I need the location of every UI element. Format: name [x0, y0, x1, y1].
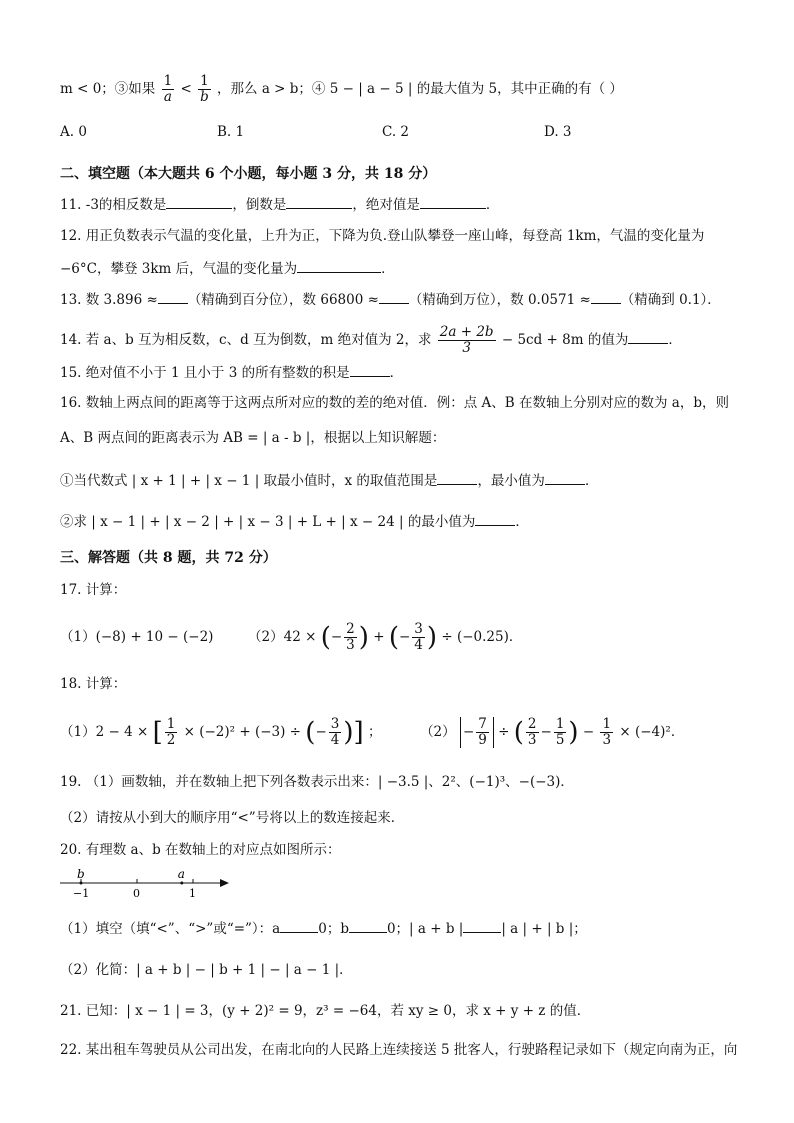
q10-frac-1a: $\frac{1}{a}$ — [163, 73, 173, 105]
q10-text-1: m < 0；③如果 — [60, 81, 156, 97]
q17-line: （1）(−8) + 10 − (−2) （2）42 × (− $\frac{2}{3}$ ) + (− $\frac{3}{4}$ ) ÷ (−0.25)． — [60, 621, 523, 653]
q16-blank-3[interactable] — [475, 511, 515, 526]
q10-option-b[interactable]: B. 1 — [217, 124, 245, 140]
tick-label-1: 1 — [189, 887, 196, 900]
q14-text-c: ． — [668, 332, 682, 348]
q10-option-d[interactable]: D. 3 — [544, 124, 572, 140]
number-line-arrow-icon — [220, 879, 229, 887]
q17-part-2c: ÷ (−0.25)． — [441, 629, 523, 645]
q14-line — [60, 325, 682, 356]
q13-blank-3[interactable] — [591, 289, 621, 304]
q17-frac-1: $\frac{2}{3}$ — [346, 621, 355, 653]
q14-blank[interactable] — [628, 329, 668, 344]
q13-text-b: （精确到百分位），数 66800 ≈ — [187, 292, 379, 308]
q20-text-a: （1）填空（填“<”、“>”或“=”）：a — [60, 921, 281, 937]
q10-option-c[interactable]: C. 2 — [382, 124, 410, 140]
q18-part-2a: （2） — [420, 724, 456, 740]
q10-text-2: ，那么 a > b；④ 5 − | a − 5 | 的最大值为 5，其中正确的有（ ） — [217, 81, 623, 97]
q13-blank-2[interactable] — [379, 289, 409, 304]
tick-label-minus-1: −1 — [73, 887, 90, 900]
q15-text-a: 15. 绝对值不小于 1 且小于 3 的所有整数的积是 — [60, 365, 350, 381]
q18-frac-5: $\frac{1}{5}$ — [555, 716, 565, 748]
q15-text-b: ． — [389, 365, 404, 381]
q20-title: 20. 有理数 a、b 在数轴上的对应点如图所示： — [60, 842, 341, 858]
q18-frac-3: $\frac{7}{9}$ — [478, 716, 487, 748]
q11-line — [60, 194, 499, 215]
q14-text-a: 14. 若 a、b 互为相反数，c、d 互为倒数，m 绝对值为 2，求 — [60, 332, 432, 348]
q17-part-2a: （2）42 × — [248, 629, 317, 645]
q11-text-d: ． — [485, 197, 500, 213]
q12-line-2 — [60, 258, 395, 279]
q20-number-line — [55, 866, 235, 902]
q13-line — [60, 289, 721, 310]
q13-blank-1[interactable] — [158, 289, 188, 304]
q10-lt: < — [180, 81, 192, 97]
q18-part-1a: （1）2 − 4 × — [60, 724, 149, 740]
q16-line-3 — [60, 470, 598, 491]
q16-line-1: 16. 数轴上两点间的距离等于这两点所对应的数的差的绝对值．例：点 A、B 在数轴上分别对应的数为 a，b，则 — [60, 395, 729, 411]
q10-options — [60, 122, 740, 142]
q15-line — [60, 362, 403, 383]
q16-line-4 — [60, 511, 529, 532]
q16-blank-2[interactable] — [545, 470, 585, 485]
q17-part-1: （1）(−8) + 10 − (−2) — [60, 629, 214, 645]
q12-text-b: ． — [381, 261, 395, 277]
q11-text-b: ，倒数是 — [232, 197, 287, 213]
q14-frac: $\frac{2a + 2b}{3}$ — [439, 324, 494, 356]
point-dot — [80, 882, 83, 885]
q16-text-3b: ，最小值为 — [477, 473, 545, 489]
section-3-title: 三、解答题（共 8 题，共 72 分） — [60, 550, 277, 566]
q20-line-2: （2）化简：| a + b | − | b + 1 | − | a − 1 |． — [60, 962, 353, 978]
q22-line: 22. 某出租车驾驶员从公司出发，在南北向的人民路上连续接送 5 批客人，行驶路程记录如下（规定向南为正，向 — [60, 1042, 738, 1058]
q18-frac-1: $\frac{1}{2}$ — [166, 716, 176, 748]
q18-title: 18. 计算： — [60, 676, 127, 692]
q18-frac-6: $\frac{1}{3}$ — [602, 716, 612, 748]
q11-blank-1[interactable] — [166, 194, 232, 209]
q20-text-d: | a | + | b |； — [501, 921, 587, 937]
q18-part-1b: × (−2)² + (−3) ÷ — [183, 724, 301, 740]
q14-text-b: − 5cd + 8m 的值为 — [501, 332, 629, 348]
point-dot — [180, 882, 183, 885]
q11-text-c: ，绝对值是 — [352, 197, 420, 213]
label-a: a — [177, 867, 185, 881]
q15-blank[interactable] — [350, 362, 390, 377]
q11-blank-3[interactable] — [420, 194, 486, 209]
q18-part-1c: ； — [367, 724, 382, 740]
q13-text-d: （精确到 0.1）． — [620, 292, 721, 308]
q20-line-1 — [60, 918, 587, 939]
q13-text-a: 13. 数 3.896 ≈ — [60, 292, 158, 308]
q19-line-2: （2）请按从小到大的顺序用“<”号将以上的数连接起来． — [60, 810, 405, 826]
q18-div: ÷ — [498, 724, 510, 740]
q10-option-a[interactable]: A. 0 — [60, 124, 87, 140]
q17-plus: + — [373, 629, 385, 645]
q16-text-3a: ①当代数式 | x + 1 | + | x − 1 | 取最小值时，x 的取值范围是 — [60, 473, 438, 489]
q18-part-2d: × (−4)²． — [619, 724, 685, 740]
tick-label-0: 0 — [133, 887, 140, 900]
q12-text-a: −6°C，攀登 3km 后，气温的变化量为 — [60, 261, 298, 277]
q20-blank-2[interactable] — [349, 918, 387, 933]
q18-minus: − — [582, 724, 595, 740]
q18-frac-4: $\frac{2}{3}$ — [527, 716, 537, 748]
q20-blank-3[interactable] — [463, 918, 501, 933]
q10-frac-1b: $\frac{1}{b}$ — [200, 73, 209, 105]
q16-text-4b: ． — [515, 514, 529, 530]
q11-text-a: 11. -3的相反数是 — [60, 197, 167, 213]
q16-blank-1[interactable] — [437, 470, 477, 485]
q21-line: 21. 已知：| x − 1 | = 3，(y + 2)² = 9，z³ = −64，若 xy ≥ 0，求 x + y + z 的值． — [60, 1003, 591, 1019]
q20-text-c: 0；| a + b | — [386, 921, 464, 937]
q16-line-2: A、B 两点间的距离表示为 AB = | a - b |，根据以上知识解题： — [60, 430, 446, 446]
q12-line-1: 12. 用正负数表示气温的变化量，上升为正，下降为负.登山队攀登一座山峰，每登高 1km，气温的变化量为 — [60, 228, 705, 244]
q16-text-3c: ． — [584, 473, 599, 489]
q16-text-4a: ②求 | x − 1 | + | x − 2 | + | x − 3 | + L + | x − 24 | 的最小值为 — [60, 514, 476, 530]
q11-blank-2[interactable] — [286, 194, 352, 209]
q20-blank-1[interactable] — [280, 918, 318, 933]
q13-text-c: （精确到万位），数 0.0571 ≈ — [408, 292, 591, 308]
label-b: b — [77, 867, 85, 881]
q19-line-1: 19. （1）画数轴，并在数轴上把下列各数表示出来：| −3.5 |、2²、(−1)³、−(−3)． — [60, 774, 574, 790]
q20-text-b: 0；b — [318, 921, 349, 937]
q10-tail-line — [60, 74, 623, 105]
q17-title: 17. 计算： — [60, 582, 127, 598]
q17-frac-2: $\frac{3}{4}$ — [414, 621, 423, 653]
section-2-title: 二、填空题（本大题共 6 个小题，每小题 3 分，共 18 分） — [60, 166, 437, 182]
q12-blank[interactable] — [297, 258, 381, 273]
q18-line: （1）2 − 4 × [ $\frac{1}{2}$ × (−2)² + (−3) ÷ (− $\frac{3}{4}$ )] ； （2） − $\frac{7}{9}$ ÷ ( $\frac{2}{3}$ − $\frac{1}{5}$ ) − $\frac{1}{3}$ × (−4)²． — [60, 716, 685, 748]
q18-frac-2: $\frac{3}{4}$ — [330, 716, 340, 748]
